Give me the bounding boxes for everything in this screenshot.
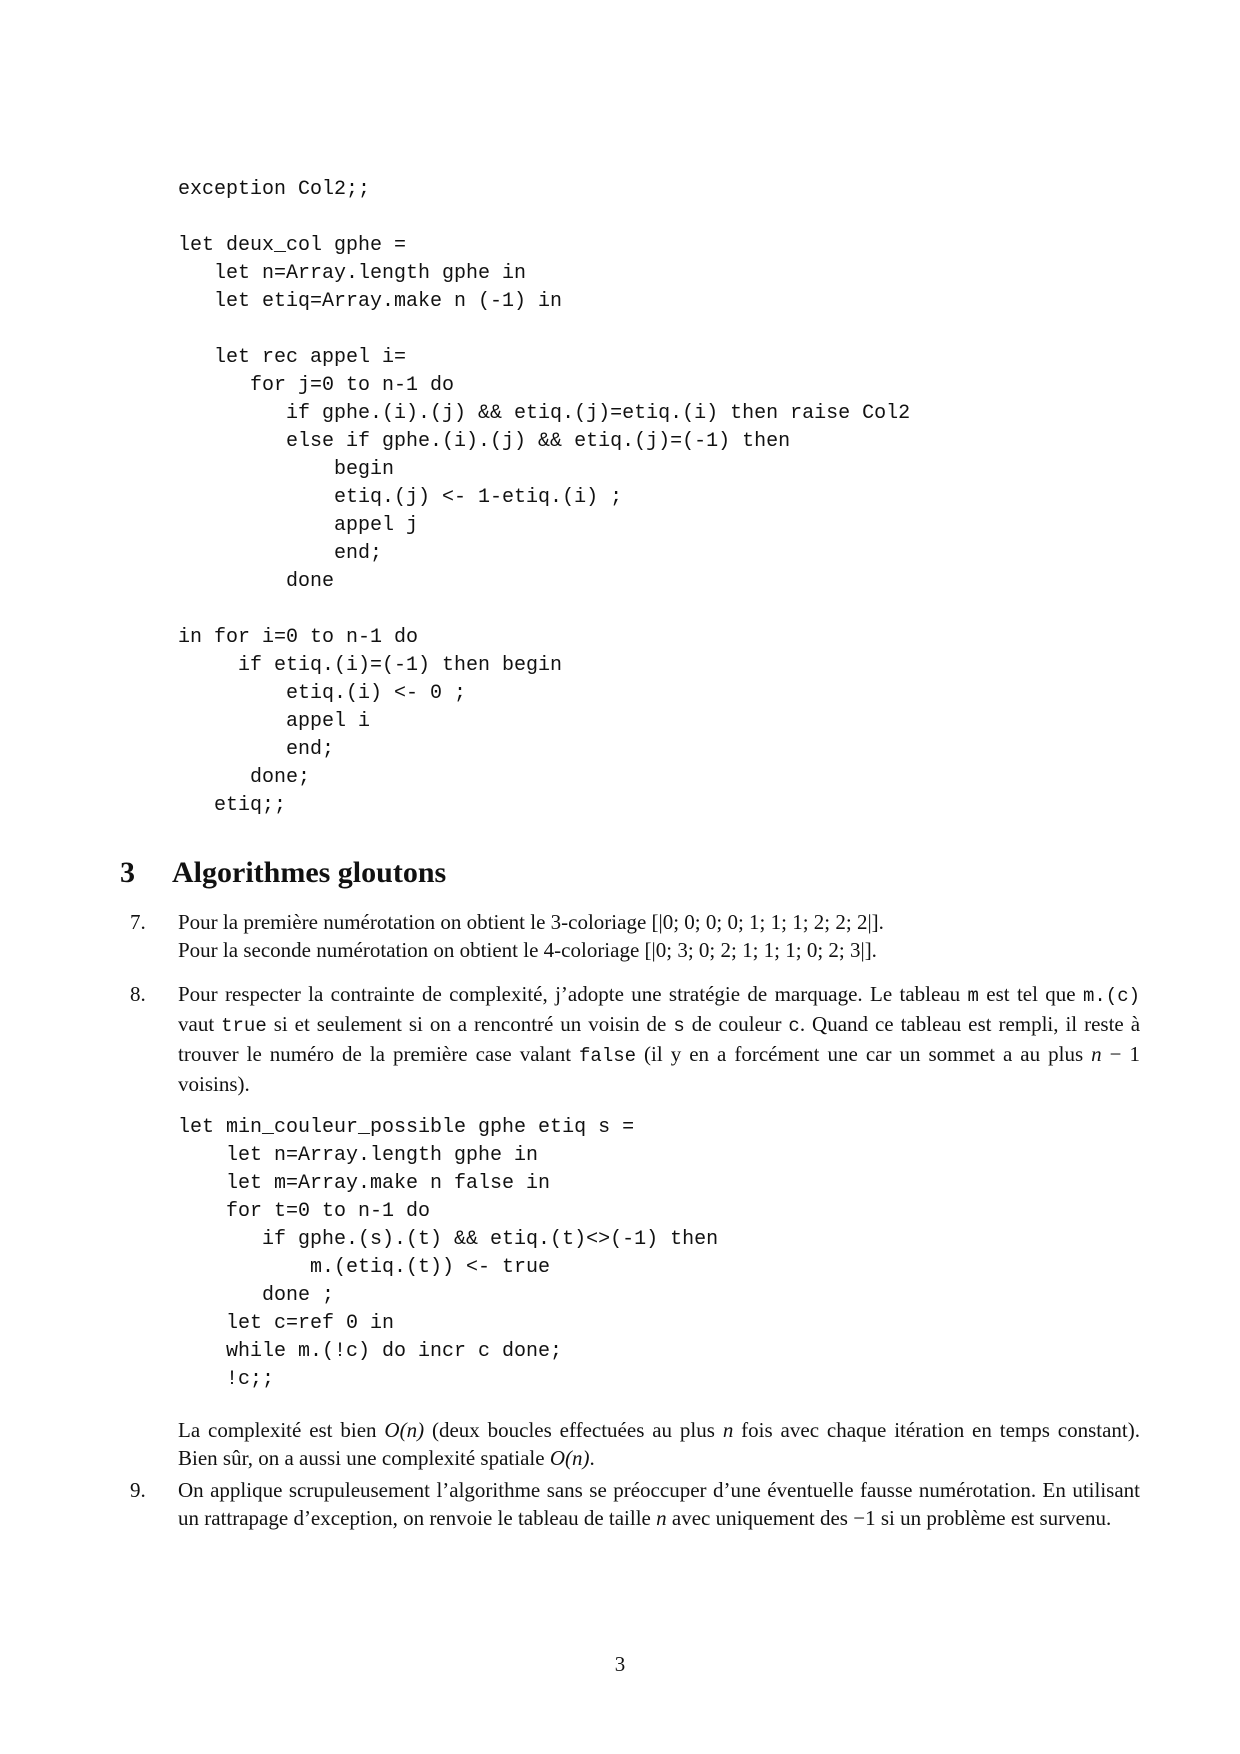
list-item-7: [130, 908, 1140, 964]
item8-paragraph-1: Pour respecter la contrainte de complexité, j’adopte une stratégie de marquage. Le tableau m est tel que m.(c) vaut true si et seulement si on a rencontré un voisin de s de couleur c. Quand ce tableau est rempli, il reste à trouver le numéro de la première case valant false (il y en a forcément une car un sommet a au plus n − 1 voisins).: [178, 982, 1141, 1096]
item-number: 9.: [130, 1478, 146, 1502]
list-item-9: [130, 1476, 1140, 1532]
page-number: 3: [614, 1652, 626, 1676]
code-block-min-couleur: let min_couleur_possible gphe etiq s = let n=Array.length gphe in let m=Array.make n false in for t=0 to n-1 do if gphe.(s).(t) && etiq.(t)<>(-1) then m.(etiq.(t)) <- true done ; let c=ref 0 in while m.(!c) do incr c done; !c;;: [178, 1116, 719, 1391]
code-block-deux-col: exception Col2;; let deux_col gphe = let n=Array.length gphe in let etiq=Array.make n (-1) in let rec appel i= for j=0 to n-1 do if gphe.(i).(j) && etiq.(j)=etiq.(i) then raise Col2 else if gphe.(i).(j) && etiq.(j)=(-1) then begin etiq.(j) <- 1-etiq.(i) ; appel j end; done in for i=0 to n-1 do if etiq.(i)=(-1) then begin etiq.(i) <- 0 ; appel i end; done; etiq;;: [178, 178, 911, 817]
list-item-8: [130, 980, 1140, 1098]
item-number: 8.: [130, 982, 146, 1006]
item8-paragraph-2: La complexité est bien O(n) (deux boucles effectuées au plus n fois avec chaque itération en temps constant). Bien sûr, on a aussi une complexité spatiale O(n).: [178, 1418, 1141, 1470]
section-title: Algorithmes gloutons: [172, 856, 447, 889]
list-item-8-continued: [130, 1416, 1140, 1472]
section-heading: [120, 856, 446, 890]
item7-line2: Pour la seconde numérotation on obtient le 4-coloriage [|0; 3; 0; 2; 1; 1; 1; 0; 2; 3|].: [178, 938, 877, 962]
item-number: 7.: [130, 910, 146, 934]
item9-paragraph: On applique scrupuleusement l’algorithme sans se préoccuper d’une éventuelle fausse numérotation. En utilisant un rattrapage d’exception, on renvoie le tableau de taille n avec uniquement des −1 si un problème est survenu.: [178, 1478, 1140, 1530]
section-number: 3: [120, 856, 135, 889]
item7-line1: Pour la première numérotation on obtient le 3-coloriage [|0; 0; 0; 0; 1; 1; 1; 2; 2; 2|].: [178, 910, 884, 934]
